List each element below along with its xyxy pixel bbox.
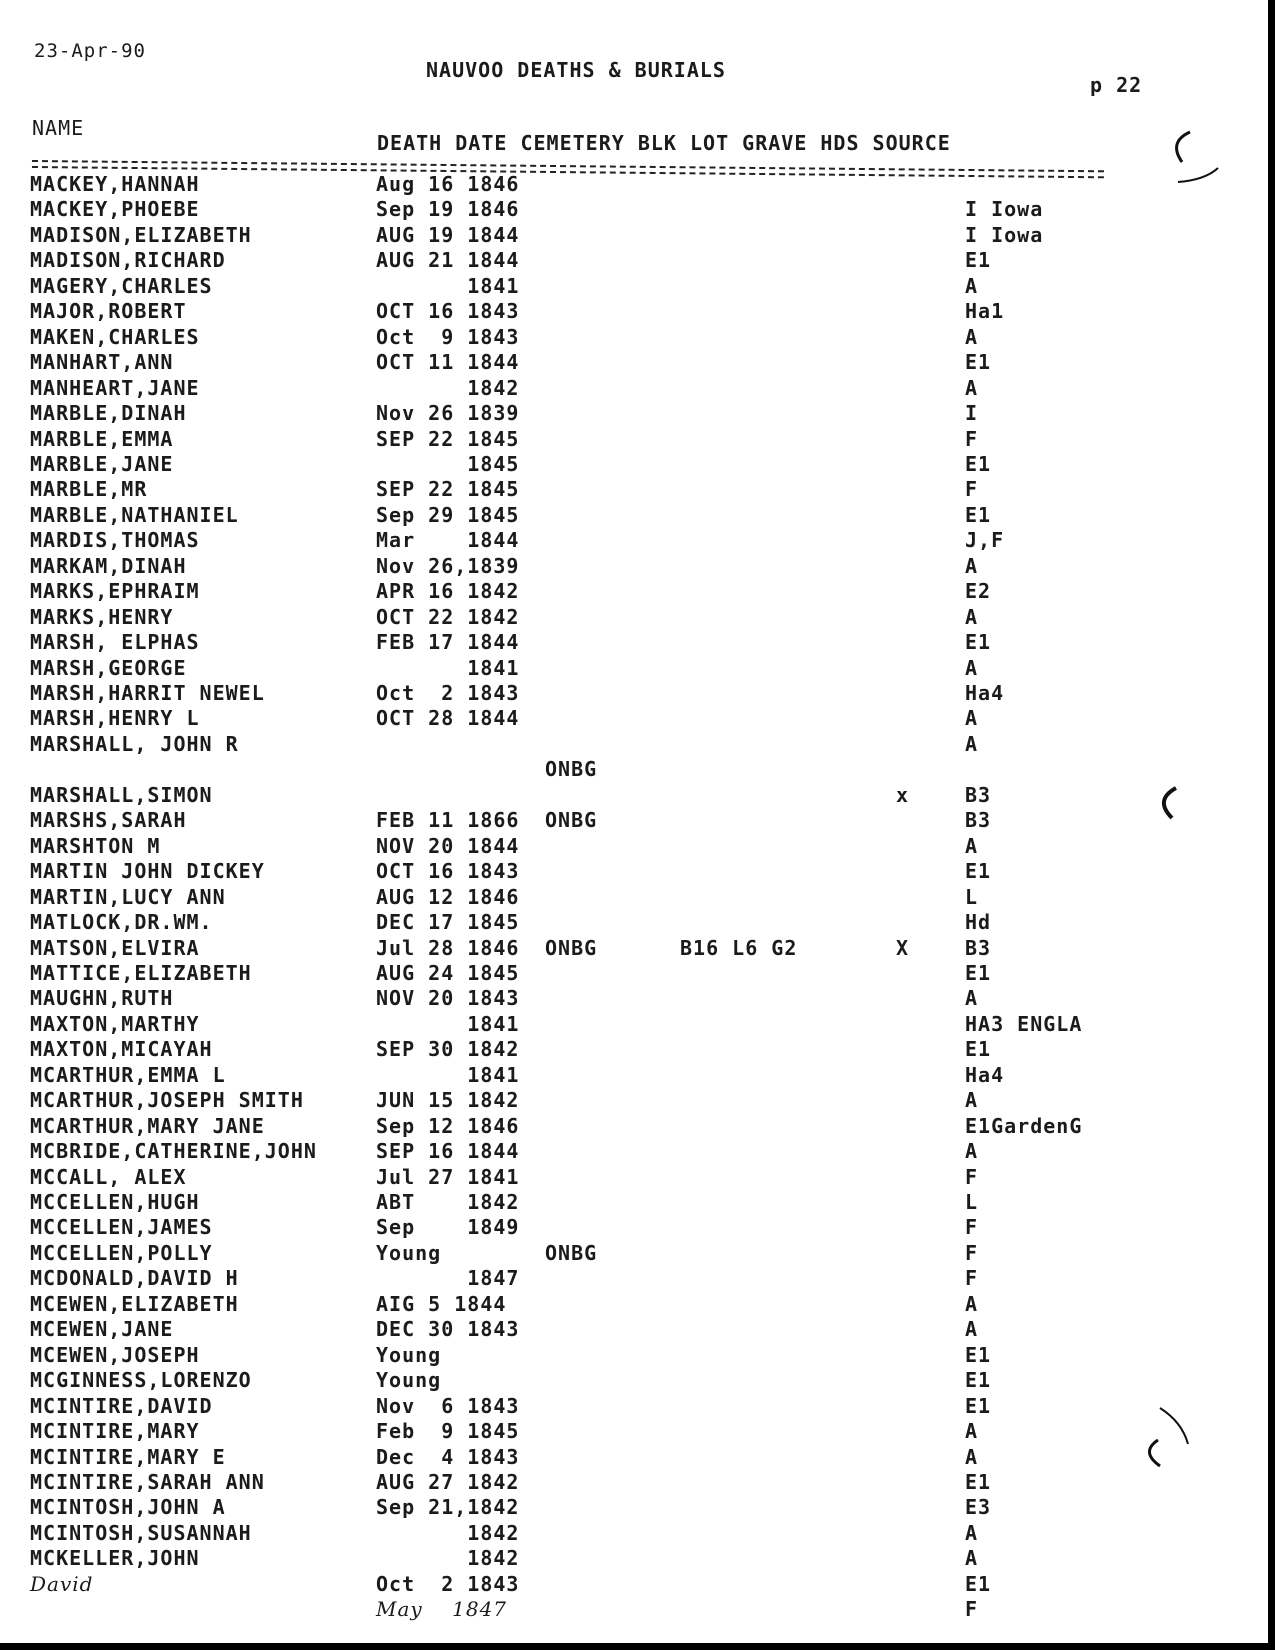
cell-name: MCINTIRE,SARAH ANN: [30, 1469, 265, 1494]
table-row: [0, 681, 1268, 707]
table-row: [0, 757, 1268, 783]
table-row: [0, 834, 1268, 860]
table-row: [0, 1063, 1268, 1089]
cell-name: MATTICE,ELIZABETH: [30, 960, 252, 985]
table-row: [0, 732, 1268, 758]
table-row: [0, 503, 1268, 529]
cell-date: Jul 28 1846: [376, 935, 520, 960]
cell-name: MCEWEN,ELIZABETH: [30, 1291, 239, 1316]
cell-src: E1: [965, 502, 992, 527]
table-row: [0, 554, 1268, 580]
table-row: [0, 986, 1268, 1012]
cell-date: AUG 19 1844: [376, 222, 520, 247]
cell-date: Sep 29 1845: [376, 502, 520, 527]
cell-src: A: [965, 986, 979, 1011]
cell-name: MATSON,ELVIRA: [30, 935, 200, 960]
cell-src: J,F: [965, 528, 1005, 553]
cell-date: Young: [376, 1368, 442, 1393]
table-row: [0, 1241, 1268, 1267]
cell-src: F: [965, 1164, 979, 1189]
cell-name: MARSHTON M: [30, 833, 161, 858]
cell-date: Mar 1844: [376, 528, 520, 553]
cell-name: MCEWEN,JOSEPH: [30, 1342, 200, 1367]
cell-date: AUG 21 1844: [376, 248, 520, 273]
table-row: [0, 1139, 1268, 1165]
cell-date: OCT 16 1843: [376, 299, 520, 324]
cell-date: JUN 15 1842: [376, 1088, 520, 1113]
table-row: [0, 528, 1268, 554]
table-row: [0, 630, 1268, 656]
cell-src: E1: [965, 350, 992, 375]
table-row: [0, 1215, 1268, 1241]
table-row: [0, 1470, 1268, 1496]
cell-src: B3: [965, 935, 992, 960]
cell-src: A: [965, 1291, 979, 1316]
cell-name: MARKS,EPHRAIM: [30, 579, 200, 604]
cell-name: MCARTHUR,JOSEPH SMITH: [30, 1088, 304, 1113]
table-row: [0, 1266, 1268, 1292]
table-row: [0, 936, 1268, 962]
cell-name: MARSHALL,SIMON: [30, 782, 213, 807]
cell-date: Sep 1849: [376, 1215, 520, 1240]
cell-date: NOV 20 1844: [376, 833, 520, 858]
table-row: [0, 299, 1268, 325]
cell-src: E1: [965, 859, 992, 884]
table-row: [0, 656, 1268, 682]
table-row: [0, 477, 1268, 503]
cell-date: 1847: [376, 1266, 520, 1291]
cell-date: OCT 22 1842: [376, 604, 520, 629]
cell-hds: x: [896, 782, 910, 807]
cell-date: Sep 12 1846: [376, 1113, 520, 1138]
table-row: [0, 783, 1268, 809]
cell-date: Oct 2 1843: [376, 1571, 520, 1596]
cell-name: MARSHS,SARAH: [30, 808, 187, 833]
cell-date: Oct 9 1843: [376, 324, 520, 349]
cell-name: MARTIN JOHN DICKEY: [30, 859, 265, 884]
cell-src: I Iowa: [965, 197, 1044, 222]
cell-src: A: [965, 553, 979, 578]
cell-src: A: [965, 375, 979, 400]
cell-name: MCINTOSH,JOHN A: [30, 1495, 226, 1520]
cell-src: A: [965, 324, 979, 349]
cell-name: MANHEART,JANE: [30, 375, 200, 400]
cell-name: MACKEY,HANNAH: [30, 172, 200, 196]
cell-name: MCCELLEN,POLLY: [30, 1240, 213, 1265]
cell-src: E1GardenG: [965, 1113, 1083, 1138]
cell-date: AUG 27 1842: [376, 1469, 520, 1494]
table-row: [0, 325, 1268, 351]
cell-date: OCT 16 1843: [376, 859, 520, 884]
cell-date: AIG 5 1844: [376, 1291, 507, 1316]
cell-date: Nov 6 1843: [376, 1393, 520, 1418]
table-row: [0, 961, 1268, 987]
table-row: [0, 197, 1268, 223]
cell-name: MARDIS,THOMAS: [30, 528, 200, 553]
table-row: [0, 427, 1268, 453]
cell-src: A: [965, 1520, 979, 1545]
cell-src: F: [965, 1240, 979, 1265]
cell-date: 1841: [376, 1062, 520, 1087]
cell-name: MCEWEN,JANE: [30, 1317, 174, 1342]
cell-date: FEB 11 1866: [376, 808, 520, 833]
cell-date: Sep 19 1846: [376, 197, 520, 222]
cell-name: MARSH,GEORGE: [30, 655, 187, 680]
table-row: [0, 1546, 1268, 1572]
cell-name: MCCALL, ALEX: [30, 1164, 187, 1189]
cell-name: MARBLE,JANE: [30, 451, 174, 476]
cell-name: MCINTIRE,MARY E: [30, 1444, 226, 1469]
table-row: [0, 885, 1268, 911]
cell-src: E1: [965, 1469, 992, 1494]
cell-src: E1: [965, 451, 992, 476]
table-row: [0, 1165, 1268, 1191]
cell-date: 1841: [376, 1011, 520, 1036]
table-row: [0, 605, 1268, 631]
table-row: [0, 859, 1268, 885]
cell-name: MARSH,HARRIT NEWEL: [30, 681, 265, 705]
cell-name: MAKEN,CHARLES: [30, 324, 200, 349]
cell-name: MAXTON,MICAYAH: [30, 1037, 213, 1062]
table-row: [0, 1037, 1268, 1063]
table-row: [0, 1012, 1268, 1038]
cell-src: A: [965, 273, 979, 298]
cell-name: MARKAM,DINAH: [30, 553, 187, 578]
cell-date: ABT 1842: [376, 1190, 520, 1214]
cell-src: I Iowa: [965, 222, 1044, 247]
cell-src: E1: [965, 1571, 992, 1596]
table-row: [0, 223, 1268, 249]
cell-src: E1: [965, 1037, 992, 1062]
table-row: [0, 706, 1268, 732]
cell-date: 1845: [376, 451, 520, 476]
table-row: [0, 910, 1268, 936]
cell-src: F: [965, 1215, 979, 1240]
cell-date: Sep 21,1842: [376, 1495, 520, 1520]
cell-src: B3: [965, 782, 992, 807]
cell-src: A: [965, 1546, 979, 1571]
cell-name: MATLOCK,DR.WM.: [30, 910, 213, 935]
cell-date: Nov 26,1839: [376, 553, 520, 578]
cell-cem: ONBG: [545, 1240, 598, 1265]
date-stamp: 23-Apr-90: [34, 40, 146, 62]
cell-src: Ha4: [965, 681, 1005, 705]
cell-src: F: [965, 1266, 979, 1291]
table-row: [0, 452, 1268, 478]
cell-name: MAJOR,ROBERT: [30, 299, 187, 324]
cell-date: SEP 16 1844: [376, 1139, 520, 1164]
cell-name: MAGERY,CHARLES: [30, 273, 213, 298]
cell-date: 1842: [376, 1546, 520, 1571]
cell-src: A: [965, 731, 979, 756]
cell-src: Ha1: [965, 299, 1005, 324]
cell-name: MCKELLER,JOHN: [30, 1546, 200, 1571]
cell-src: E1: [965, 248, 992, 273]
table-row: [0, 274, 1268, 300]
cell-date: Dec 4 1843: [376, 1444, 520, 1469]
cell-cem: ONBG: [545, 757, 598, 782]
cell-date: 1842: [376, 375, 520, 400]
cell-cem: ONBG: [545, 808, 598, 833]
cell-date: Nov 26 1839: [376, 401, 520, 426]
cell-src: F: [965, 426, 979, 451]
cell-date: DEC 17 1845: [376, 910, 520, 935]
cell-date: SEP 30 1842: [376, 1037, 520, 1062]
cell-date: SEP 22 1845: [376, 426, 520, 451]
cell-src: F: [965, 1597, 979, 1622]
cell-date: SEP 22 1845: [376, 477, 520, 502]
cell-date: Feb 9 1845: [376, 1419, 520, 1444]
cell-src: A: [965, 1139, 979, 1164]
cell-date: 1841: [376, 273, 520, 298]
cell-src: E1: [965, 960, 992, 985]
table-row: [0, 1597, 1268, 1623]
table-row: [0, 1445, 1268, 1471]
cell-name: David: [30, 1571, 94, 1596]
cell-name: MARSHALL, JOHN R: [30, 731, 239, 756]
cell-src: E1: [965, 1368, 992, 1393]
cell-date: NOV 20 1843: [376, 986, 520, 1011]
cell-date: Aug 16 1846: [376, 172, 520, 196]
cell-name: MCINTIRE,MARY: [30, 1419, 200, 1444]
cell-name: MARBLE,DINAH: [30, 401, 187, 426]
binder-mark-icon: [1160, 120, 1230, 200]
cell-date: Young: [376, 1240, 442, 1265]
cell-src: A: [965, 604, 979, 629]
cell-name: MARSH, ELPHAS: [30, 630, 200, 655]
cell-src: A: [965, 833, 979, 858]
cell-src: A: [965, 1419, 979, 1444]
cell-src: E2: [965, 579, 992, 604]
table-row: [0, 1368, 1268, 1394]
cell-name: MACKEY,PHOEBE: [30, 197, 200, 222]
cell-name: MCCELLEN,JAMES: [30, 1215, 213, 1240]
cell-name: MCGINNESS,LORENZO: [30, 1368, 252, 1393]
cell-name: MAUGHN,RUTH: [30, 986, 174, 1011]
cell-src: A: [965, 1317, 979, 1342]
cell-date: Young: [376, 1342, 442, 1367]
cell-src: E1: [965, 630, 992, 655]
cell-src: A: [965, 1088, 979, 1113]
cell-name: MARSH,HENRY L: [30, 706, 200, 731]
table-row: [0, 1292, 1268, 1318]
cell-src: E3: [965, 1495, 992, 1520]
cell-src: L: [965, 1190, 979, 1214]
table-row: [0, 401, 1268, 427]
cell-name: MCARTHUR,MARY JANE: [30, 1113, 265, 1138]
cell-date: May 1847: [376, 1597, 508, 1622]
cell-src: B3: [965, 808, 992, 833]
cell-date: 1841: [376, 655, 520, 680]
cell-date: AUG 12 1846: [376, 884, 520, 909]
cell-src: Ha4: [965, 1062, 1005, 1087]
table-row: [0, 1343, 1268, 1369]
cell-name: MADISON,RICHARD: [30, 248, 226, 273]
table-row: [0, 1317, 1268, 1343]
cell-name: MARBLE,NATHANIEL: [30, 502, 239, 527]
table-row: [0, 172, 1268, 198]
binder-mark-icon: [1130, 1400, 1200, 1480]
cell-name: MANHART,ANN: [30, 350, 174, 375]
table-row: [0, 808, 1268, 834]
cell-src: Hd: [965, 910, 992, 935]
cell-date: FEB 17 1844: [376, 630, 520, 655]
table-row: [0, 248, 1268, 274]
table-row: [0, 1114, 1268, 1140]
page-number: p 22: [1090, 73, 1143, 97]
cell-src: E1: [965, 1342, 992, 1367]
table-row: [0, 1190, 1268, 1216]
cell-name: MARKS,HENRY: [30, 604, 174, 629]
table-row: [0, 579, 1268, 605]
table-row: [0, 1521, 1268, 1547]
table-row: [0, 1419, 1268, 1445]
cell-src: I: [965, 401, 979, 426]
cell-name: MCINTIRE,DAVID: [30, 1393, 213, 1418]
columns-header: DEATH DATE CEMETERY BLK LOT GRAVE HDS SOURCE: [377, 131, 951, 155]
cell-src: A: [965, 1444, 979, 1469]
cell-name: MCINTOSH,SUSANNAH: [30, 1520, 252, 1545]
table-row: [0, 1572, 1268, 1598]
cell-src: HA3 ENGLA: [965, 1011, 1083, 1036]
cell-date: Oct 2 1843: [376, 681, 520, 705]
cell-src: F: [965, 477, 979, 502]
table-row: [0, 1495, 1268, 1521]
table-row: [0, 376, 1268, 402]
cell-src: A: [965, 655, 979, 680]
cell-name: MARBLE,MR: [30, 477, 148, 502]
cell-date: 1842: [376, 1520, 520, 1545]
cell-name: MADISON,ELIZABETH: [30, 222, 252, 247]
cell-src: A: [965, 706, 979, 731]
cell-name: MARTIN,LUCY ANN: [30, 884, 226, 909]
cell-plot: B16 L6 G2: [680, 935, 798, 960]
cell-date: DEC 30 1843: [376, 1317, 520, 1342]
cell-hds: X: [896, 935, 910, 960]
cell-date: Jul 27 1841: [376, 1164, 520, 1189]
cell-name: MCCELLEN,HUGH: [30, 1190, 200, 1214]
cell-date: AUG 24 1845: [376, 960, 520, 985]
cell-cem: ONBG: [545, 935, 598, 960]
cell-date: OCT 28 1844: [376, 706, 520, 731]
cell-date: OCT 11 1844: [376, 350, 520, 375]
page-title: NAUVOO DEATHS & BURIALS: [426, 58, 726, 82]
table-row: [0, 350, 1268, 376]
cell-name: MARBLE,EMMA: [30, 426, 174, 451]
cell-name: MCDONALD,DAVID H: [30, 1266, 239, 1291]
table-row: [0, 1088, 1268, 1114]
cell-date: APR 16 1842: [376, 579, 520, 604]
table-row: [0, 1394, 1268, 1420]
cell-name: MAXTON,MARTHY: [30, 1011, 200, 1036]
cell-src: E1: [965, 1393, 992, 1418]
cell-name: MCBRIDE,CATHERINE,JOHN: [30, 1139, 317, 1164]
binder-mark-icon: [1148, 780, 1188, 830]
name-column-header: NAME: [32, 116, 85, 140]
cell-src: L: [965, 884, 979, 909]
cell-name: MCARTHUR,EMMA L: [30, 1062, 226, 1087]
